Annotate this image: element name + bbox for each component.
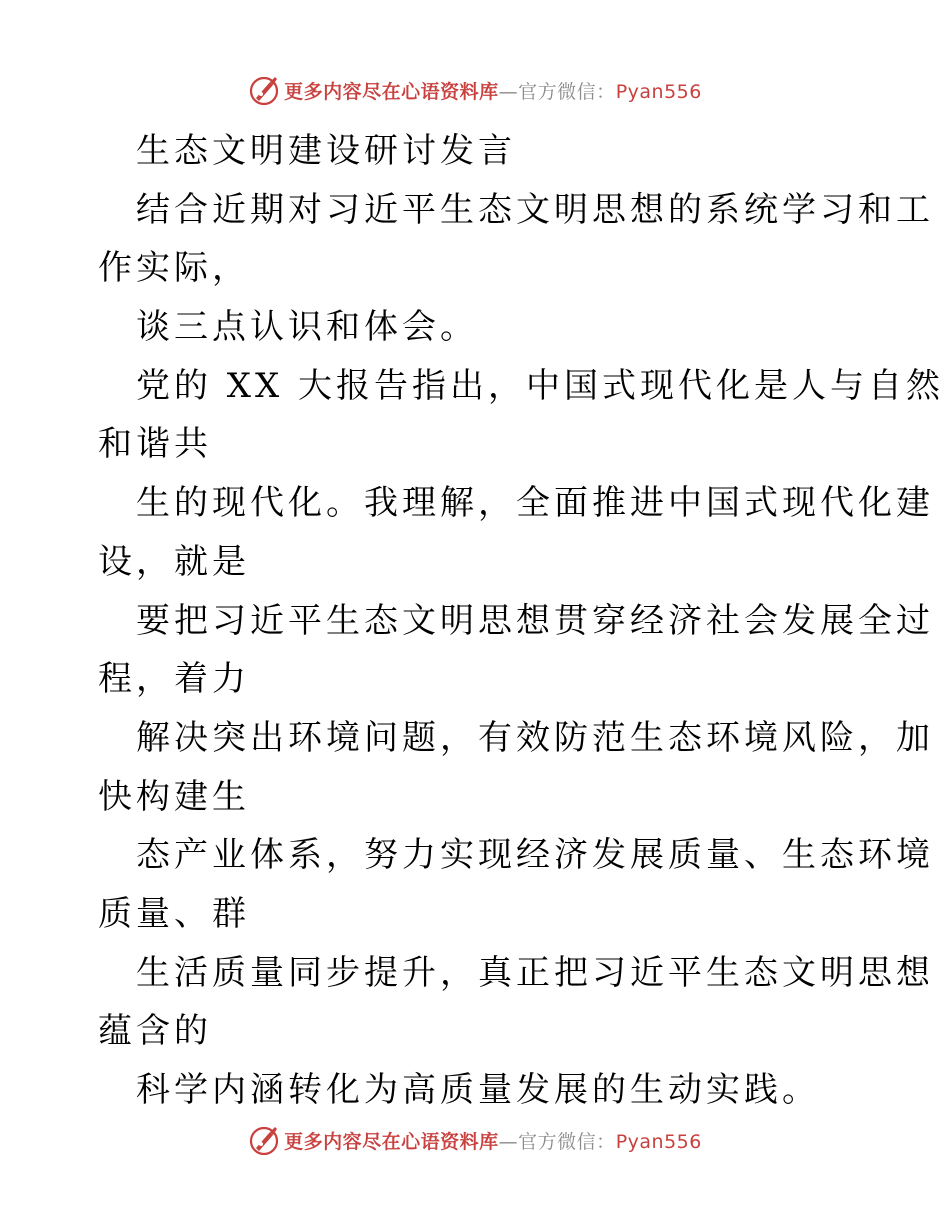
document-title: 生态文明建设研讨发言 — [136, 131, 516, 171]
document-body — [98, 122, 945, 1120]
footer-wechat-id: Pyan556 — [615, 1130, 702, 1153]
footer-dash: — — [498, 1130, 519, 1153]
footer-wechat-label: 官方微信： — [518, 1130, 616, 1153]
paragraph-line: 解决突出环境问题，有效防范生态环境风险，加 — [136, 717, 934, 758]
footer-banner-text — [284, 1127, 702, 1154]
paragraph-line: 科学内涵转化为高质量发展的生动实践。 — [136, 1070, 820, 1110]
header-wechat-id: Pyan556 — [615, 80, 702, 103]
paragraph-line: 设，就是 — [98, 541, 250, 582]
paragraph-line: 党的 XX 大报告指出，中国式现代化是人与自然 — [136, 365, 945, 406]
paragraph-line: 质量、群 — [98, 893, 250, 934]
header-dash: — — [498, 80, 519, 103]
paragraph-line: 和谐共 — [98, 424, 212, 465]
paragraph-line: 作实际， — [98, 248, 250, 289]
header-banner-text — [284, 77, 702, 104]
footer-promo-text: 更多内容尽在心语资料库 — [284, 1130, 499, 1153]
paragraph-line: 要把习近平生态文明思想贯穿经济社会发展全过 — [136, 600, 934, 641]
header-wechat-label: 官方微信： — [518, 80, 616, 103]
paragraph-line: 程，着力 — [98, 659, 250, 700]
paragraph-line: 谈三点认识和体会。 — [136, 307, 478, 348]
paragraph-line: 蕴含的 — [98, 1011, 212, 1052]
paragraph-line: 生的现代化。我理解，全面推进中国式现代化建 — [136, 483, 934, 524]
quill-pen-logo-icon — [248, 74, 280, 106]
header-banner — [0, 70, 950, 110]
quill-pen-logo-icon — [248, 1124, 280, 1156]
footer-banner — [0, 1120, 950, 1160]
paragraph-line: 生活质量同步提升，真正把习近平生态文明思想 — [136, 952, 934, 993]
paragraph-line: 结合近期对习近平生态文明思想的系统学习和工 — [136, 189, 934, 230]
paragraph-line: 态产业体系，努力实现经济发展质量、生态环境 — [136, 835, 934, 876]
header-promo-text: 更多内容尽在心语资料库 — [284, 80, 499, 103]
paragraph-line: 快构建生 — [98, 776, 250, 817]
